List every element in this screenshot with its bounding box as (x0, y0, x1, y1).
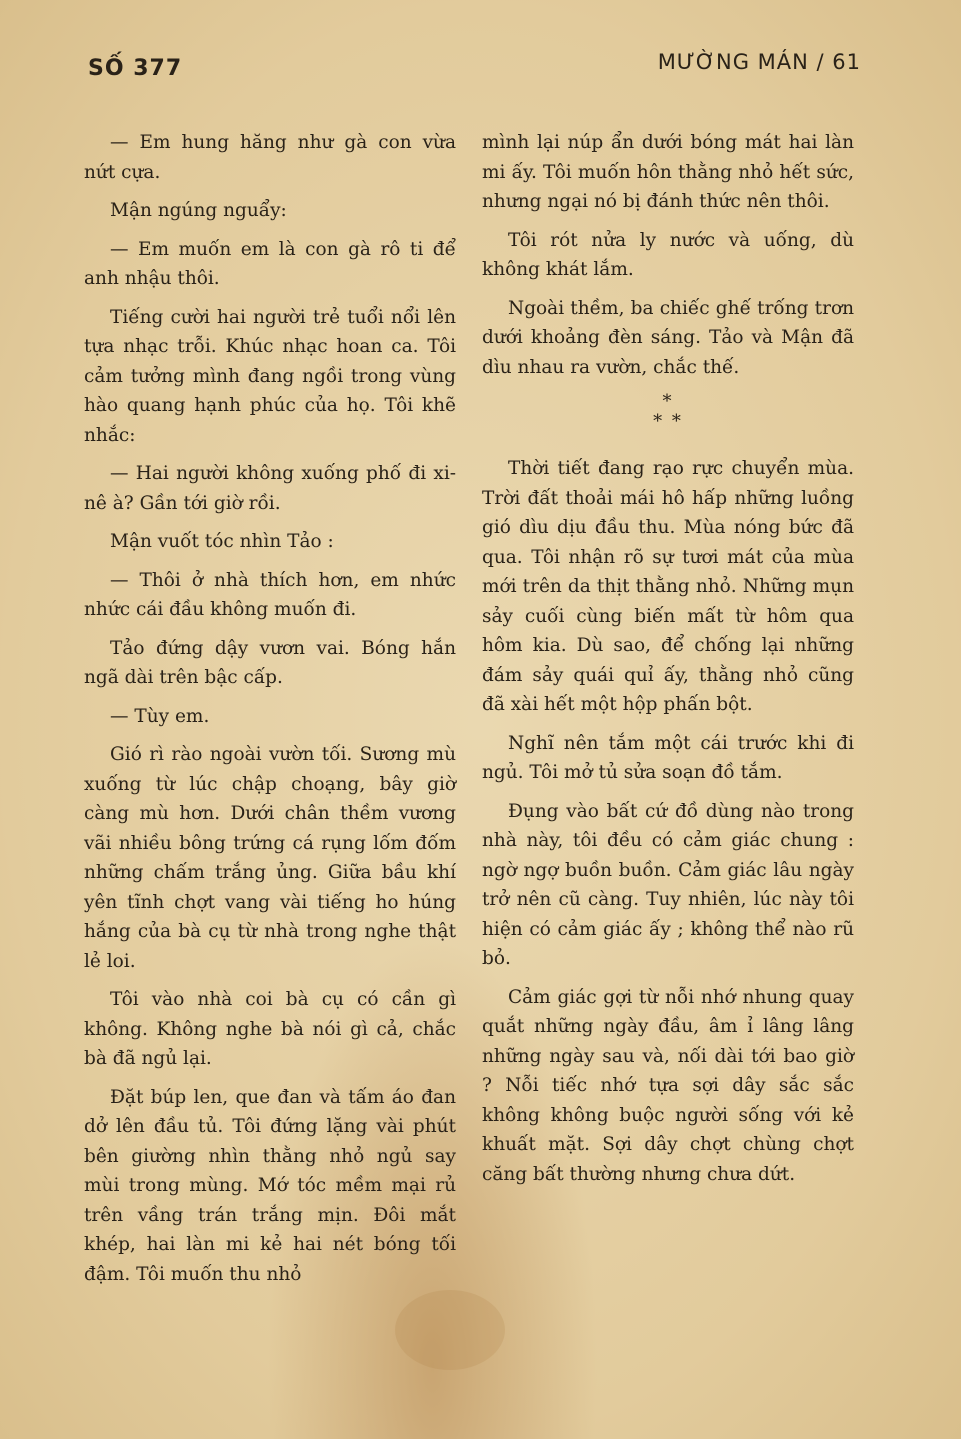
paragraph: Gió rì rào ngoài vườn tối. Sương mù xuống từ lúc chập choạng, bây giờ càng mù hơn. Dưới chân thềm vương vãi nhiều bông trứng cá rụng lốm đốm những chấm trắng ủng. Giữa bầu khí yên tĩnh chợt vang vài tiếng ho húng hắng của bà cụ từ nhà trong nghe thật lẻ loi. (84, 744, 456, 972)
issue-number: SỐ 377 (88, 56, 183, 81)
paragraph: — Em hung hăng như gà con vừa nứt cựa. (84, 132, 456, 183)
paragraph: Đụng vào bất cứ đồ dùng nào trong nhà này, tôi đều có cảm giác chung : ngờ ngợ buồn buồn. Cảm giác lâu ngày trở nên cũ càng. Tuy nhiên, lúc này tôi hiện có cảm giác ấy ; không thể nào rũ bỏ. (482, 800, 854, 969)
paragraph: — Em muốn em là con gà rô ti để anh nhậu thôi. (84, 238, 456, 289)
paragraph: Tôi vào nhà coi bà cụ có cần gì không. Không nghe bà nói gì cả, chắc bà đã ngủ lại. (84, 989, 456, 1069)
paragraph: Thời tiết đang rạo rực chuyển mùa. Trời đất thoải mái hô hấp những luồng gió dìu dịu đầu thu. Mùa nóng bức đã qua. Tôi nhận rõ sự tươi mát của mùa mới trên da thịt thằng nhỏ. Những mụn sảy cuối cùng biến mất từ hôm qua hôm kia. Dù sao, để chống lại những đám sảy quái quỉ ấy, thằng nhỏ cũng đã xài hết một hộp phấn bột. (482, 458, 854, 715)
paragraph: — Hai người không xuống phố đi xi-nê à? Gần tới giờ rồi. (84, 463, 456, 514)
paragraph: mình lại núp ẩn dưới bóng mát hai làn mi ấy. Tôi muốn hôn thằng nhỏ hết sức, nhưng ngại nó bị đánh thức nên thôi. (482, 132, 854, 212)
paper-stain (395, 1290, 505, 1370)
left-column (84, 128, 456, 1298)
paragraph: Tảo đứng dậy vươn vai. Bóng hắn ngã dài trên bậc cấp. (84, 637, 456, 688)
paragraph: Mận ngúng nguẩy: (110, 200, 287, 221)
right-column (482, 128, 854, 1198)
paragraph: — Thôi ở nhà thích hơn, em nhức nhức cái đầu không muốn đi. (84, 569, 456, 620)
paragraph: — Tùy em. (110, 705, 210, 727)
paragraph: Mận vuốt tóc nhìn Tảo : (110, 531, 334, 552)
paragraph: Tiếng cười hai người trẻ tuổi nổi lên tựa nhạc trỗi. Khúc nhạc hoan ca. Tôi cảm tưởng mình đang ngồi trong vùng hào quang hạnh phúc của họ. Tôi khẽ nhắc: (84, 306, 456, 446)
running-title: MƯỜNG MÁN / 61 (657, 50, 861, 74)
paragraph: Cảm giác gợi từ nỗi nhớ nhung quay quắt những ngày đầu, âm ỉ lâng lâng những ngày sau và, nối dài tới bao giờ ? Nỗi tiếc nhớ tựa sợi dây sắc sắc không không buộc người sống với kẻ khuất mặt. Sợi dây chợt chùng chợt căng bất thường nhưng chưa dứt. (482, 986, 854, 1185)
paragraph: Tôi rót nửa ly nước và uống, dù không khát lắm. (482, 229, 854, 280)
paragraph: Nghĩ nên tắm một cái trước khi đi ngủ. Tôi mở tủ sửa soạn đồ tắm. (482, 732, 854, 783)
paragraph: Ngoài thềm, ba chiếc ghế trống trơn dưới khoảng đèn sáng. Tảo và Mận đã dìu nhau ra vườn, chắc thế. (482, 297, 854, 378)
section-separator: * * * (653, 391, 683, 432)
page-header (88, 48, 861, 84)
paragraph: Đặt búp len, que đan và tấm áo đan dở lên đầu tủ. Tôi đứng lặng vài phút bên giường nhìn thằng nhỏ ngủ say mùi trong mùng. Mớ tóc mềm mại rủ trên vầng trán trắng mịn. Đôi mắt khép, hai làn mi kẻ hai nét bóng tối đậm. Tôi muốn thu nhỏ (84, 1086, 456, 1285)
